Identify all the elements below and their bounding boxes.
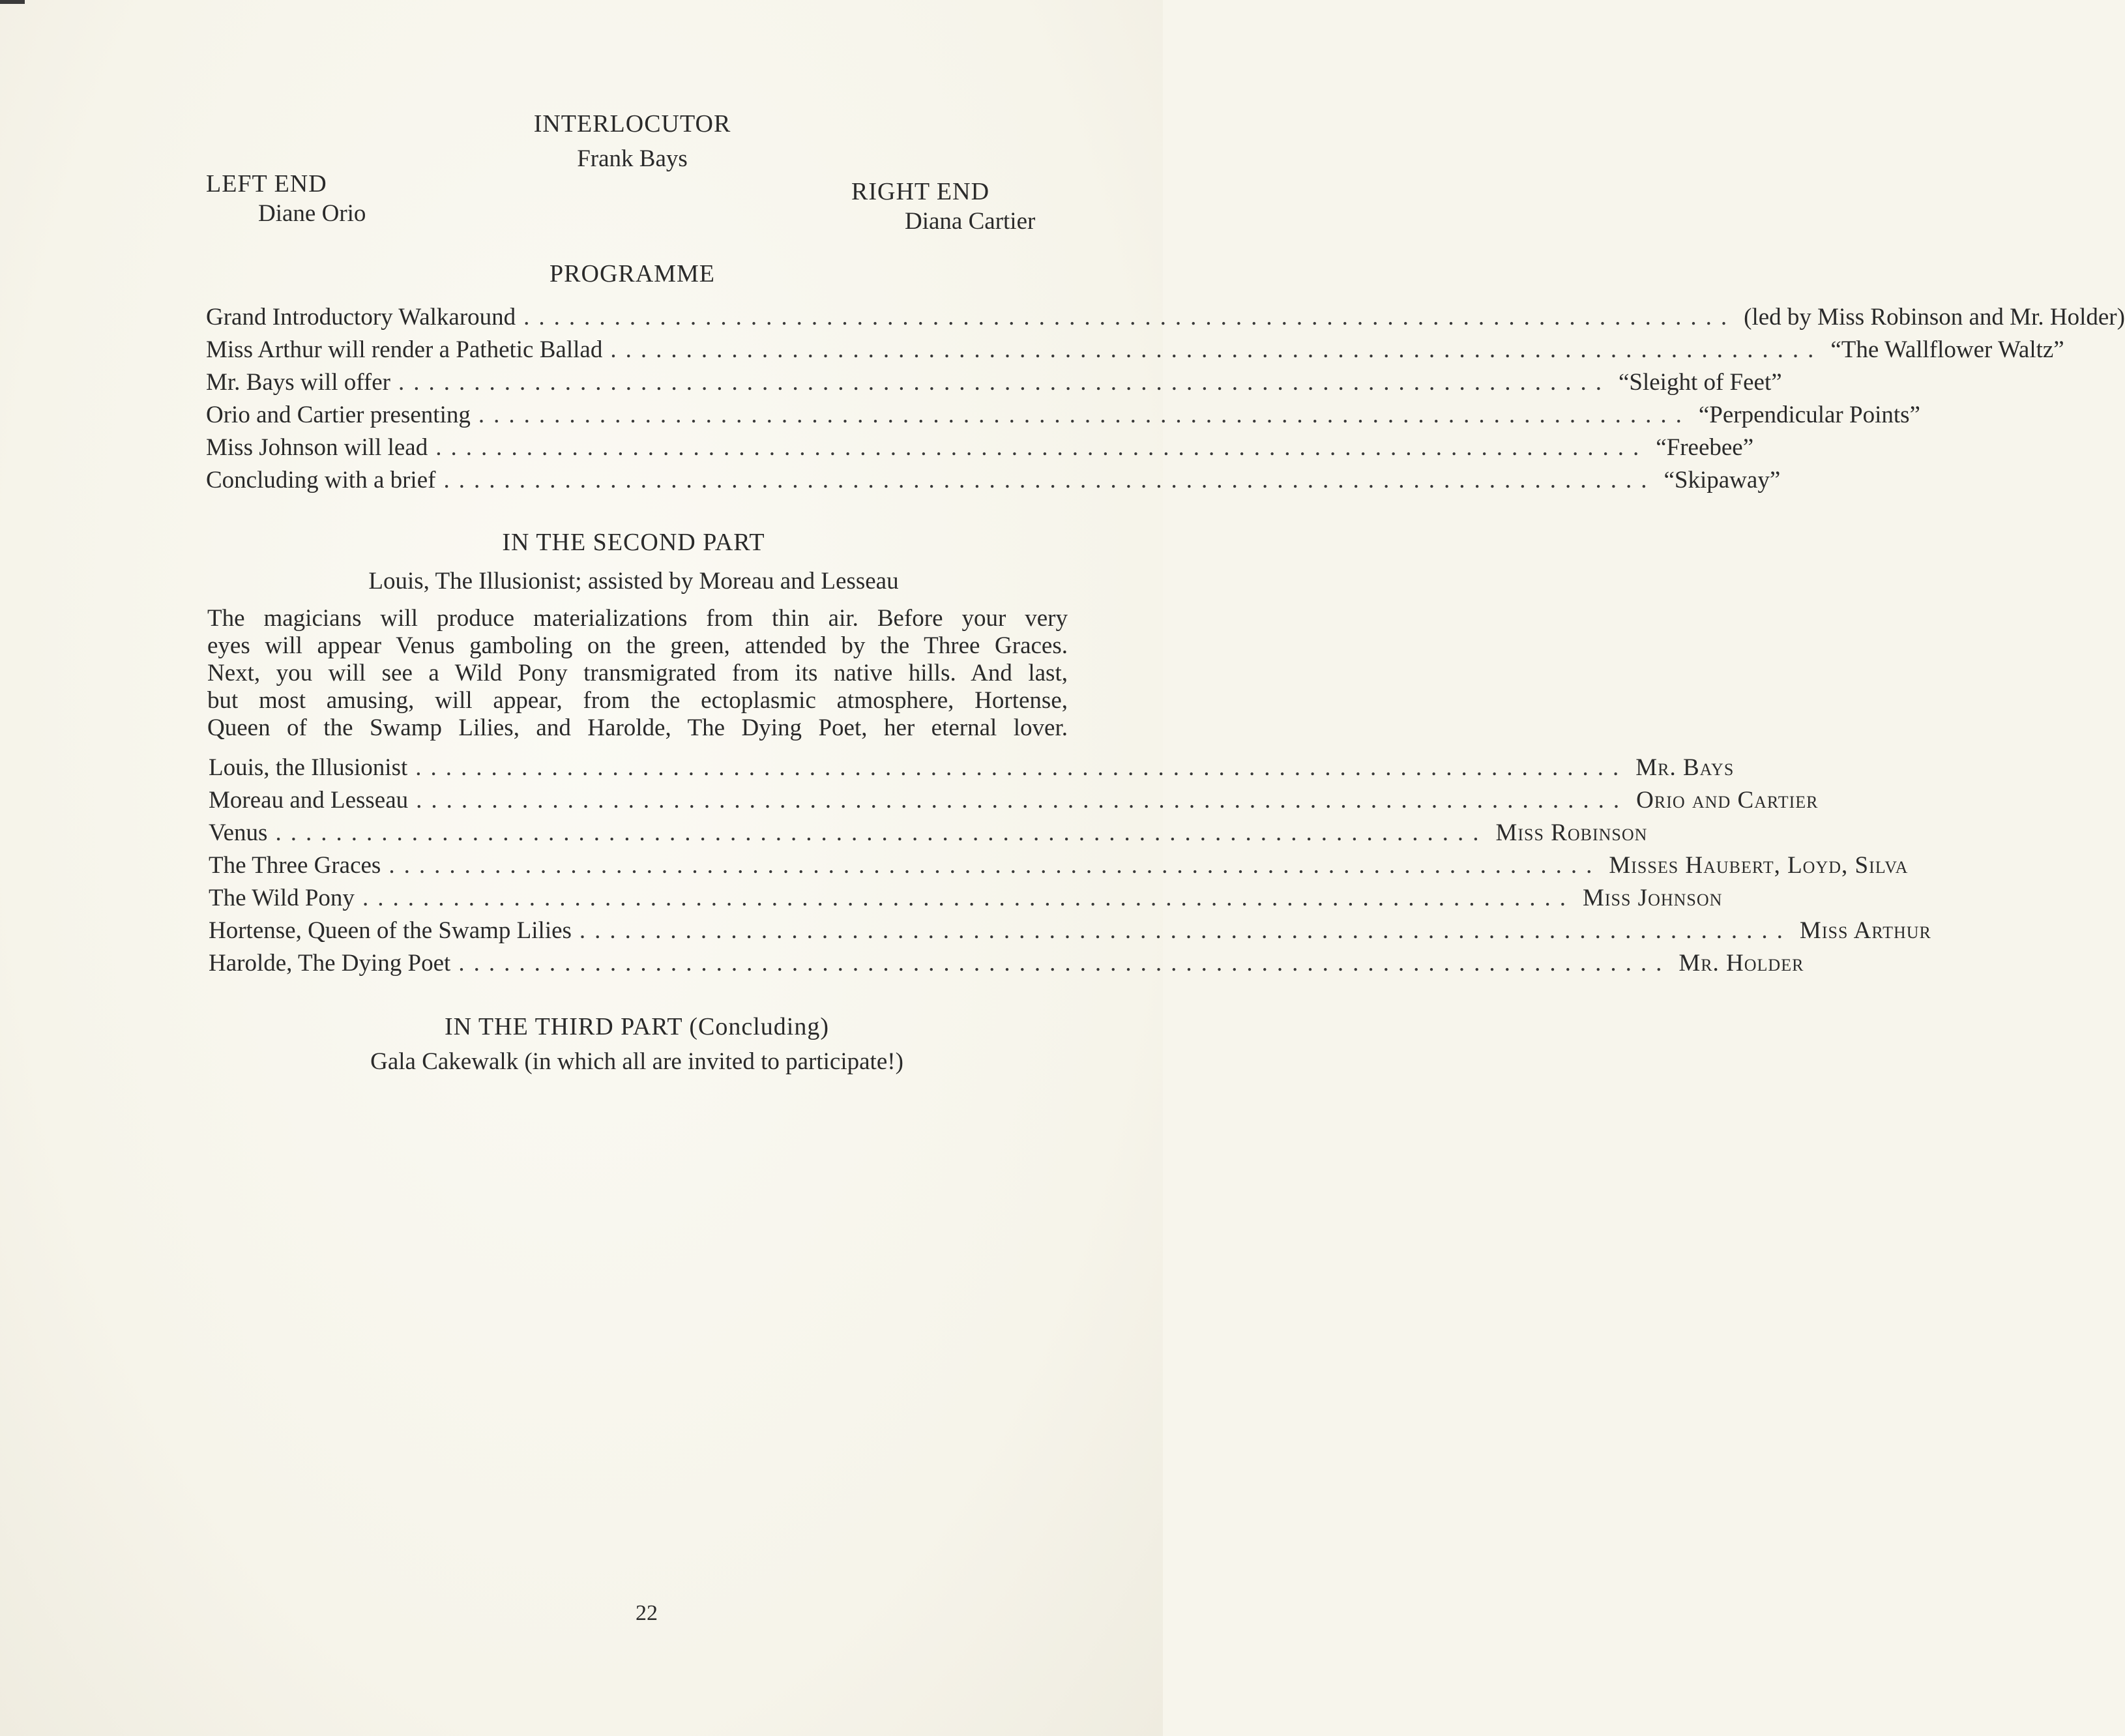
- cast-performer: Mr. Holder: [1678, 950, 1804, 977]
- programme-title: PROGRAMME: [550, 260, 715, 287]
- leader-dots: ................................................................................: [523, 304, 1737, 331]
- cast-row: [209, 849, 1909, 882]
- right-end-name: Diana Cartier: [905, 208, 1036, 235]
- programme-item-act: Concluding with a brief: [206, 467, 436, 493]
- cast-role: Louis, the Illusionist: [209, 754, 408, 781]
- programme-list: [206, 301, 2125, 497]
- cast-performer: Miss Arthur: [1799, 917, 1931, 944]
- description-line: Queen of the Swamp Lilies, and Harolde, The Dying Poet, her eternal lover.: [207, 714, 1068, 741]
- scan-edge-mark: [0, 0, 25, 4]
- programme-item-title: “Freebee”: [1656, 434, 1754, 461]
- programme-item: [206, 301, 2125, 334]
- left-end-title: LEFT END: [206, 170, 327, 198]
- cast-performer: Orio and Cartier: [1636, 787, 1819, 814]
- leader-dots: ................................................................................: [458, 950, 1671, 977]
- right-end-title: RIGHT END: [851, 178, 990, 205]
- leader-dots: ................................................................................: [478, 402, 1691, 428]
- programme-item: [206, 366, 1782, 399]
- programme-item-title: “Perpendicular Points”: [1698, 402, 1920, 428]
- cast-role: Hortense, Queen of the Swamp Lilies: [209, 917, 572, 944]
- leader-dots: ................................................................................: [610, 336, 1823, 363]
- programme-item: [206, 432, 1754, 464]
- left-end-name: Diane Orio: [258, 200, 366, 227]
- description-line: Next, you will see a Wild Pony transmigrated from its native hills. And last,: [207, 660, 1068, 686]
- cast-role: Venus: [209, 819, 268, 846]
- leader-dots: ................................................................................: [416, 787, 1629, 814]
- programme-item-title: (led by Miss Robinson and Mr. Holder): [1744, 304, 2125, 331]
- third-part-subtitle: Gala Cakewalk (in which all are invited to participate!): [370, 1048, 903, 1075]
- programme-item-title: “The Wallflower Waltz”: [1830, 336, 2064, 363]
- third-part-title: IN THE THIRD PART (Concluding): [445, 1013, 829, 1040]
- cast-row: [209, 915, 1931, 947]
- cast-performer: Mr. Bays: [1635, 754, 1735, 781]
- second-part-title: IN THE SECOND PART: [502, 529, 765, 556]
- cast-row: [209, 752, 1735, 784]
- leader-dots: ................................................................................: [388, 852, 1602, 879]
- cast-list: [209, 752, 1931, 980]
- programme-item: [206, 334, 2064, 366]
- leader-dots: ................................................................................: [443, 467, 1656, 493]
- interlocutor-title: INTERLOCUTOR: [533, 110, 731, 138]
- programme-item-title: “Skipaway”: [1663, 467, 1781, 493]
- programme-item-act: Orio and Cartier presenting: [206, 402, 471, 428]
- programme-item: [206, 399, 1920, 432]
- leader-dots: ................................................................................: [398, 369, 1611, 396]
- cast-performer: Misses Haubert, Loyd, Silva: [1609, 852, 1909, 879]
- cast-performer: Miss Robinson: [1495, 819, 1648, 846]
- programme-item-act: Mr. Bays will offer: [206, 369, 390, 396]
- cast-role: The Three Graces: [209, 852, 381, 879]
- leader-dots: ................................................................................: [435, 434, 1649, 461]
- description-line: but most amusing, will appear, from the ectoplasmic atmosphere, Hortense,: [207, 687, 1068, 714]
- description-line: eyes will appear Venus gamboling on the green, attended by the Three Graces.: [207, 632, 1068, 659]
- cast-row: [209, 882, 1723, 915]
- second-part-subtitle: Louis, The Illusionist; assisted by Moreau and Lesseau: [368, 568, 899, 595]
- leader-dots: ................................................................................: [415, 754, 1628, 781]
- programme-item-act: Grand Introductory Walkaround: [206, 304, 516, 331]
- leader-dots: ................................................................................: [579, 917, 1792, 944]
- cast-role: The Wild Pony: [209, 885, 355, 911]
- description-line: The magicians will produce materializations from thin air. Before your very: [207, 605, 1068, 632]
- programme-item-act: Miss Johnson will lead: [206, 434, 428, 461]
- programme-item: [206, 464, 1781, 497]
- cast-role: Harolde, The Dying Poet: [209, 950, 451, 977]
- programme-item-title: “Sleight of Feet”: [1618, 369, 1782, 396]
- cast-performer: Miss Johnson: [1582, 885, 1723, 911]
- second-part-description: [207, 605, 1068, 742]
- cast-role: Moreau and Lesseau: [209, 787, 409, 814]
- cast-row: [209, 817, 1648, 849]
- programme-item-act: Miss Arthur will render a Pathetic Ballad: [206, 336, 603, 363]
- cast-row: [209, 784, 1819, 817]
- leader-dots: ................................................................................: [362, 885, 1575, 911]
- leader-dots: ................................................................................: [275, 819, 1488, 846]
- interlocutor-name: Frank Bays: [577, 145, 688, 172]
- cast-row: [209, 947, 1804, 980]
- page-number: 22: [636, 1601, 658, 1625]
